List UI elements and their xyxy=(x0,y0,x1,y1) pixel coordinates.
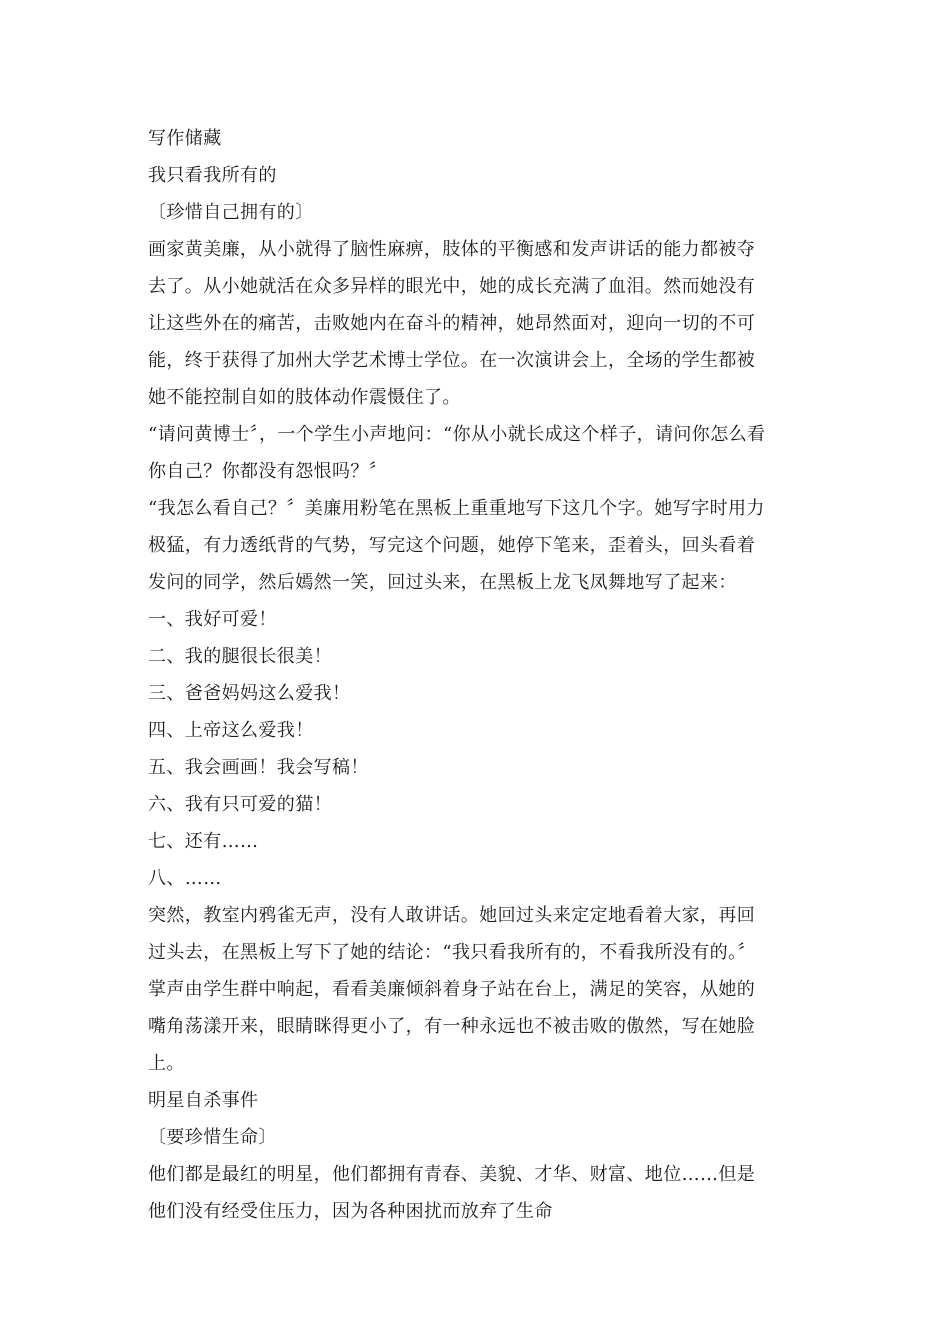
paragraph-line: 极猛，有力透纸背的气势，写完这个问题，她停下笔来，歪着头，回头看着 xyxy=(148,535,756,556)
list-item: 三、爸爸妈妈这么爱我！ xyxy=(148,683,351,704)
list-item: 六、我有只可爱的猫！ xyxy=(148,794,332,815)
section-heading: 写作储藏 xyxy=(148,128,222,149)
paragraph-line: 能，终于获得了加州大学艺术博士学位。在一次演讲会上，全场的学生都被 xyxy=(148,350,756,371)
story-subtitle: 〔珍惜自己拥有的〕 xyxy=(148,202,314,223)
paragraph-line: 发问的同学，然后嫣然一笑，回过头来，在黑板上龙飞凤舞地写了起来： xyxy=(148,572,737,593)
story-title: 我只看我所有的 xyxy=(148,165,277,186)
paragraph-line: 她不能控制自如的肢体动作震慑住了。 xyxy=(148,387,461,408)
paragraph-line: 去了。从小她就活在众多异样的眼光中，她的成长充满了血泪。然而她没有 xyxy=(148,276,756,297)
paragraph-line: 上。 xyxy=(148,1053,185,1074)
story-title: 明星自杀事件 xyxy=(148,1090,259,1111)
paragraph-line: 你自己？你都没有怨恨吗？〞 xyxy=(148,461,388,482)
list-item: 二、我的腿很长很美！ xyxy=(148,646,332,667)
paragraph-line: “我怎么看自己？〞美廉用粉笔在黑板上重重地写下这几个字。她写字时用力 xyxy=(148,498,765,519)
list-item: 四、上帝这么爱我！ xyxy=(148,720,314,741)
paragraph-line: 他们都是最红的明星，他们都拥有青春、美貌、才华、财富、地位……但是 xyxy=(148,1164,756,1185)
paragraph-line: 掌声由学生群中响起，看看美廉倾斜着身子站在台上，满足的笑容，从她的 xyxy=(148,979,756,1000)
list-item: 一、我好可爱！ xyxy=(148,609,277,630)
document-body xyxy=(148,120,808,1230)
list-item: 七、还有…… xyxy=(148,831,259,852)
list-item: 五、我会画画！我会写稿！ xyxy=(148,757,369,778)
paragraph-line: 突然，教室内鸦雀无声，没有人敢讲话。她回过头来定定地看着大家，再回 xyxy=(148,905,756,926)
paragraph-line: 他们没有经受住压力，因为各种困扰而放弃了生命 xyxy=(148,1201,553,1222)
paragraph-line: 让这些外在的痛苦，击败她内在奋斗的精神，她昂然面对，迎向一切的不可 xyxy=(148,313,756,334)
story-subtitle: 〔要珍惜生命〕 xyxy=(148,1127,277,1148)
list-item: 八、…… xyxy=(148,868,222,889)
paragraph-line: “请问黄博士〞，一个学生小声地问：“你从小就长成这个样子，请问你怎么看 xyxy=(148,424,766,445)
paragraph-line: 嘴角荡漾开来，眼睛眯得更小了，有一种永远也不被击败的傲然，写在她脸 xyxy=(148,1016,756,1037)
paragraph-line: 画家黄美廉，从小就得了脑性麻痹，肢体的平衡感和发声讲话的能力都被夺 xyxy=(148,239,756,260)
paragraph-line: 过头去，在黑板上写下了她的结论：“我只看我所有的，不看我所没有的。〞 xyxy=(148,942,756,963)
